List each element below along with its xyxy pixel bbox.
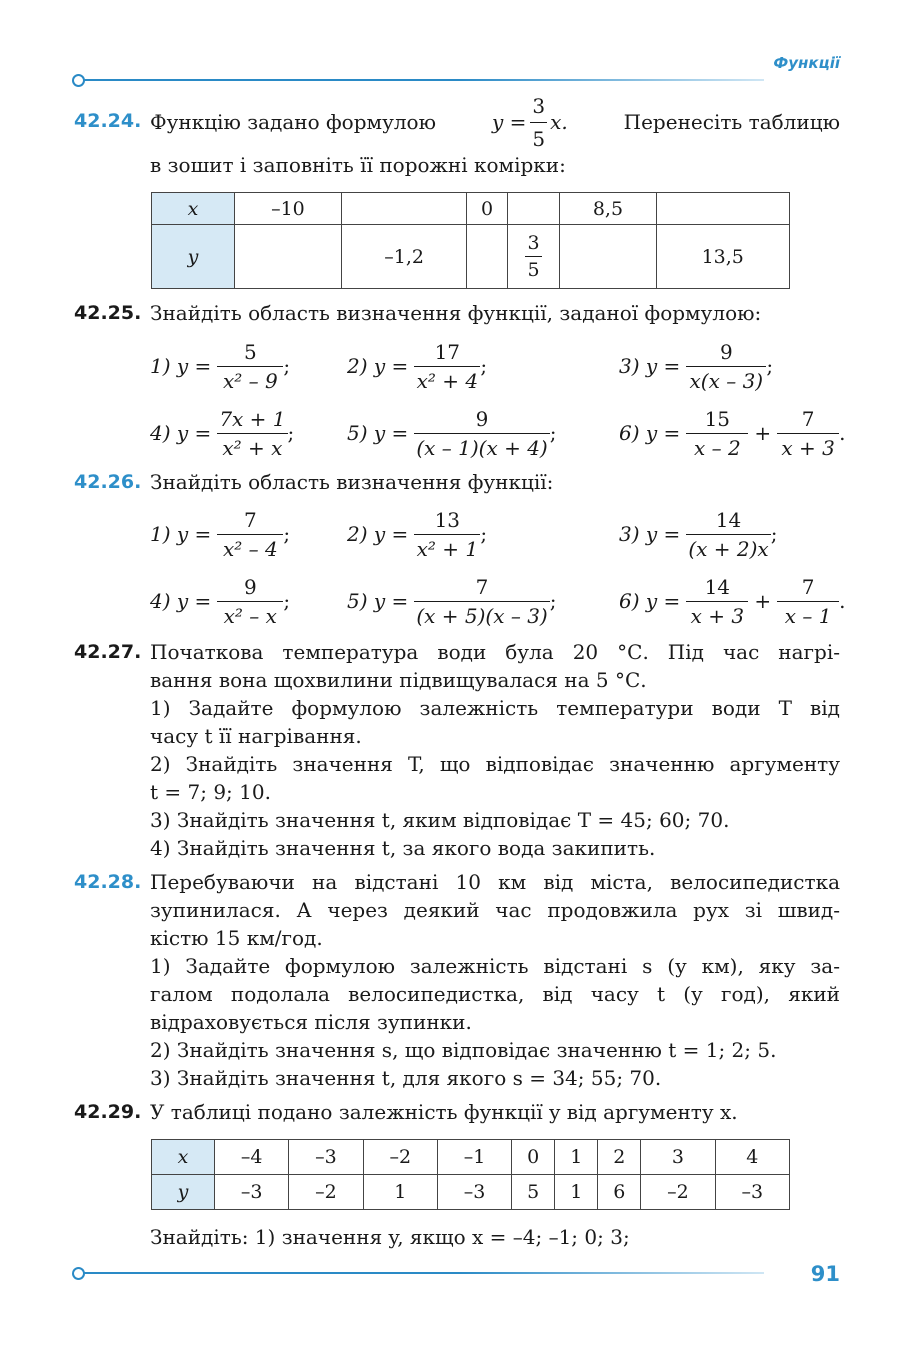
frac-num: 7 bbox=[243, 507, 257, 532]
item-end: ; bbox=[770, 522, 778, 546]
p27-line-1: Початкова температура води була 20 °С. Під час нагрі- bbox=[150, 640, 840, 664]
item-label: 5) y = bbox=[347, 589, 409, 613]
frac-num: 7 bbox=[801, 574, 815, 599]
frac-den: (x + 5)(x – 3) bbox=[414, 601, 549, 628]
table-cell: –3 bbox=[289, 1140, 363, 1175]
p24-text1: Функцію задано формулою bbox=[150, 110, 437, 134]
table-cell: 6 bbox=[598, 1175, 641, 1210]
frac-num: 5 bbox=[243, 339, 257, 364]
item-end: ; bbox=[283, 522, 291, 546]
item-label: 6) y = bbox=[619, 421, 681, 445]
table-cell bbox=[467, 225, 507, 289]
item-end: ; bbox=[283, 354, 291, 378]
frac-den: (x + 2)x bbox=[686, 534, 770, 561]
p28-line-4: 1) Задайте формулою залежність відстані s (у км), яку за- bbox=[150, 954, 840, 978]
cell-frac-den: 5 bbox=[525, 256, 541, 281]
table-cell: 2 bbox=[598, 1140, 641, 1175]
item-end: . bbox=[839, 589, 846, 613]
section-title: Функції bbox=[773, 54, 840, 72]
problem-number-42-25: 42.25. bbox=[74, 302, 142, 324]
item-label: 2) y = bbox=[347, 522, 409, 546]
table-cell: –2 bbox=[289, 1175, 363, 1210]
frac-den: x² – 4 bbox=[217, 534, 283, 561]
problem-number-42-29: 42.29. bbox=[74, 1101, 142, 1123]
problem-42-24-line1 bbox=[150, 92, 840, 152]
table-cell: –1 bbox=[437, 1140, 511, 1175]
item-end: ; bbox=[283, 589, 291, 613]
table-cell: –10 bbox=[235, 193, 342, 225]
table-cell: 13,5 bbox=[656, 225, 789, 289]
frac-num: 17 bbox=[434, 339, 461, 364]
frac-den: x² – x bbox=[217, 601, 283, 628]
p27-line-6: t = 7; 9; 10. bbox=[150, 780, 271, 804]
table-cell: –4 bbox=[215, 1140, 289, 1175]
p24-table-y-label: y bbox=[152, 225, 235, 289]
p24-text2: Перенесіть таблицю bbox=[623, 110, 840, 134]
frac-num: 7x + 1 bbox=[219, 406, 286, 431]
table-cell: 3 bbox=[641, 1140, 715, 1175]
item-label: 4) y = bbox=[150, 589, 212, 613]
frac-num: 9 bbox=[475, 406, 489, 431]
frac-den: x² + x bbox=[217, 433, 287, 460]
frac-num: 9 bbox=[719, 339, 733, 364]
table-cell: 0 bbox=[467, 193, 507, 225]
problem-number-42-24: 42.24. bbox=[74, 110, 142, 132]
table-cell: –1,2 bbox=[341, 225, 466, 289]
table-cell: 5 bbox=[512, 1175, 555, 1210]
item-end: ; bbox=[480, 522, 488, 546]
p24-line2: в зошит і заповніть її порожні комірки: bbox=[150, 153, 566, 177]
item-end: ; bbox=[549, 589, 557, 613]
table-cell bbox=[235, 225, 342, 289]
p29-table bbox=[151, 1139, 790, 1210]
item-end: ; bbox=[549, 421, 557, 445]
frac-num: 9 bbox=[243, 574, 257, 599]
table-cell bbox=[560, 225, 656, 289]
item-end: . bbox=[839, 421, 846, 445]
plus-sign: + bbox=[754, 421, 772, 445]
item-label: 3) y = bbox=[619, 354, 681, 378]
frac-num: 14 bbox=[704, 574, 731, 599]
table-cell bbox=[341, 193, 466, 225]
table-cell: 1 bbox=[363, 1175, 437, 1210]
frac-num: 13 bbox=[434, 507, 461, 532]
table-cell: –2 bbox=[363, 1140, 437, 1175]
table-cell-fraction bbox=[507, 225, 560, 289]
table-cell: 1 bbox=[555, 1175, 598, 1210]
table-cell: –3 bbox=[715, 1175, 789, 1210]
p28-line-6: відраховується після зупинки. bbox=[150, 1010, 472, 1034]
p28-line-2: зупинилася. А через деякий час продовжила рух зі швид- bbox=[150, 898, 840, 922]
p24-y-eq: y = bbox=[491, 110, 527, 134]
p26-item-4 bbox=[150, 572, 290, 630]
p28-line-3: кістю 15 км/год. bbox=[150, 926, 323, 950]
table-cell: 1 bbox=[555, 1140, 598, 1175]
problem-number-42-26: 42.26. bbox=[74, 471, 142, 493]
p29-table-y-label: y bbox=[152, 1175, 215, 1210]
table-cell bbox=[656, 193, 789, 225]
frac-den: x² + 4 bbox=[414, 366, 480, 393]
table-cell: 8,5 bbox=[560, 193, 656, 225]
item-end: ; bbox=[287, 421, 295, 445]
p28-line-1: Перебуваючи на відстані 10 км від міста, велосипедистка bbox=[150, 870, 840, 894]
frac-den: (x – 1)(x + 4) bbox=[414, 433, 549, 460]
p25-item-4 bbox=[150, 404, 294, 462]
p26-item-5 bbox=[347, 572, 556, 630]
p26-text: Знайдіть область визначення функції: bbox=[150, 470, 554, 494]
p26-item-3 bbox=[619, 505, 777, 563]
item-label: 1) y = bbox=[150, 522, 212, 546]
item-label: 6) y = bbox=[619, 589, 681, 613]
table-cell: 4 bbox=[715, 1140, 789, 1175]
p26-item-6 bbox=[619, 572, 845, 630]
frac-den: x + 3 bbox=[686, 601, 748, 628]
frac-den: x – 2 bbox=[686, 433, 748, 460]
header-line bbox=[84, 79, 764, 81]
table-cell bbox=[507, 193, 560, 225]
plus-sign: + bbox=[754, 589, 772, 613]
item-label: 3) y = bbox=[619, 522, 681, 546]
frac-den: x – 1 bbox=[777, 601, 839, 628]
p28-line-8: 3) Знайдіть значення t, для якого s = 34; 55; 70. bbox=[150, 1066, 662, 1090]
frac-den: x² + 1 bbox=[414, 534, 480, 561]
table-cell: 0 bbox=[512, 1140, 555, 1175]
p28-line-5: галом подолала велосипедистка, від часу t (у год), який bbox=[150, 982, 840, 1006]
table-cell: –2 bbox=[641, 1175, 715, 1210]
p28-line-7: 2) Знайдіть значення s, що відповідає значенню t = 1; 2; 5. bbox=[150, 1038, 777, 1062]
p24-fraction bbox=[530, 92, 547, 153]
frac-den: x + 3 bbox=[777, 433, 839, 460]
frac-den: x(x – 3) bbox=[686, 366, 766, 393]
p25-item-6 bbox=[619, 404, 845, 462]
problem-number-42-27: 42.27. bbox=[74, 641, 142, 663]
p25-item-5 bbox=[347, 404, 556, 462]
frac-num: 14 bbox=[715, 507, 742, 532]
p24-x: x. bbox=[550, 110, 568, 134]
p24-frac-den: 5 bbox=[530, 122, 547, 153]
item-label: 5) y = bbox=[347, 421, 409, 445]
p27-line-5: 2) Знайдіть значення T, що відповідає значенню аргументу bbox=[150, 752, 840, 776]
p26-item-1 bbox=[150, 505, 290, 563]
footer-line bbox=[84, 1272, 764, 1274]
p26-item-2 bbox=[347, 505, 487, 563]
p24-frac-num: 3 bbox=[532, 93, 546, 118]
p25-item-2 bbox=[347, 337, 487, 395]
p29-text: У таблиці подано залежність функції y від аргументу x. bbox=[150, 1100, 738, 1124]
page-number: 91 bbox=[810, 1262, 840, 1286]
item-end: ; bbox=[480, 354, 488, 378]
problem-number-42-28: 42.28. bbox=[74, 871, 142, 893]
frac-num: 7 bbox=[475, 574, 489, 599]
item-label: 1) y = bbox=[150, 354, 212, 378]
p27-line-3: 1) Задайте формулою залежність температури води T від bbox=[150, 696, 840, 720]
p24-table-x-label: x bbox=[152, 193, 235, 225]
frac-num: 7 bbox=[801, 406, 815, 431]
p29-after-text: Знайдіть: 1) значення y, якщо x = –4; –1; 0; 3; bbox=[150, 1225, 630, 1249]
frac-den: x² – 9 bbox=[217, 366, 283, 393]
p25-item-1 bbox=[150, 337, 290, 395]
p27-line-4: часу t її нагрівання. bbox=[150, 724, 362, 748]
p27-line-2: вання вона щохвилини підвищувалася на 5 °С. bbox=[150, 668, 647, 692]
frac-num: 15 bbox=[704, 406, 731, 431]
table-cell: –3 bbox=[437, 1175, 511, 1210]
p25-text: Знайдіть область визначення функції, заданої формулою: bbox=[150, 301, 762, 325]
p27-line-7: 3) Знайдіть значення t, яким відповідає T = 45; 60; 70. bbox=[150, 808, 730, 832]
table-cell: –3 bbox=[215, 1175, 289, 1210]
p29-table-x-label: x bbox=[152, 1140, 215, 1175]
p25-item-3 bbox=[619, 337, 773, 395]
item-label: 4) y = bbox=[150, 421, 212, 445]
p24-table bbox=[151, 192, 790, 289]
item-label: 2) y = bbox=[347, 354, 409, 378]
item-end: ; bbox=[766, 354, 774, 378]
cell-frac-num: 3 bbox=[527, 232, 540, 254]
p27-line-8: 4) Знайдіть значення t, за якого вода закипить. bbox=[150, 836, 656, 860]
